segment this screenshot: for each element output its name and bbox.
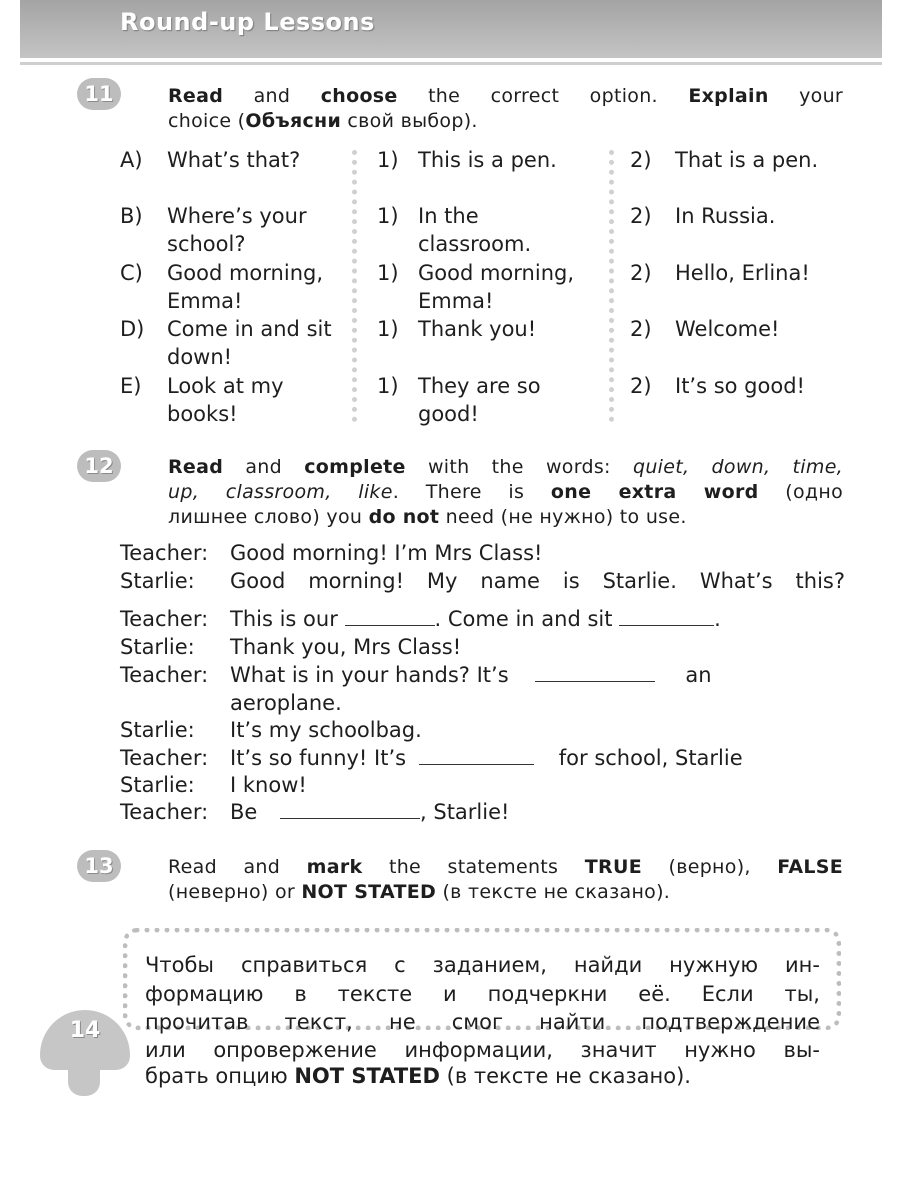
- task-instruction: Read and choose the correct option. Explain your: [168, 85, 844, 107]
- tip-text: брать опцию NOT STATED (в тексте не сказано).: [145, 1064, 691, 1088]
- answer-blank[interactable]: [280, 801, 420, 819]
- task-instruction: Read and complete with the words: quiet, down, time,: [168, 456, 844, 478]
- task-instruction: (неверно) or NOT STATED (в тексте не сказано).: [168, 881, 671, 903]
- task-instruction: Read and mark the statements TRUE (верно), FALSE: [168, 856, 844, 878]
- column-separator: [609, 150, 614, 422]
- tip-text: формацию в тексте и подчеркни её. Если ты,: [145, 982, 820, 1006]
- tip-text: прочитав текст, не смог найти подтверждение: [145, 1010, 820, 1034]
- task-instruction: up, classroom, like. There is one extra word (одно: [168, 481, 844, 503]
- page-number-mushroom-stem: [68, 1062, 100, 1096]
- answer-blank[interactable]: [535, 664, 655, 682]
- answer-blank[interactable]: [345, 608, 435, 626]
- tip-text: Чтобы справиться с заданием, найди нужную ин-: [145, 953, 820, 977]
- header-divider: [20, 62, 882, 65]
- task-number-badge: 11: [77, 78, 121, 110]
- column-separator: [352, 150, 357, 422]
- task-number-badge: 12: [77, 450, 121, 482]
- answer-blank[interactable]: [619, 608, 714, 626]
- task-instruction: choice (Объясни свой выбор).: [168, 110, 478, 132]
- task-instruction: лишнее слово) you do not need (не нужно) to use.: [168, 506, 687, 528]
- page-title: Round-up Lessons: [120, 8, 375, 36]
- answer-blank[interactable]: [419, 747, 534, 765]
- page-number: 14: [69, 1018, 101, 1043]
- task-number-badge: 13: [77, 850, 121, 882]
- tip-text: или опровержение информации, значит нужно вы-: [145, 1038, 820, 1062]
